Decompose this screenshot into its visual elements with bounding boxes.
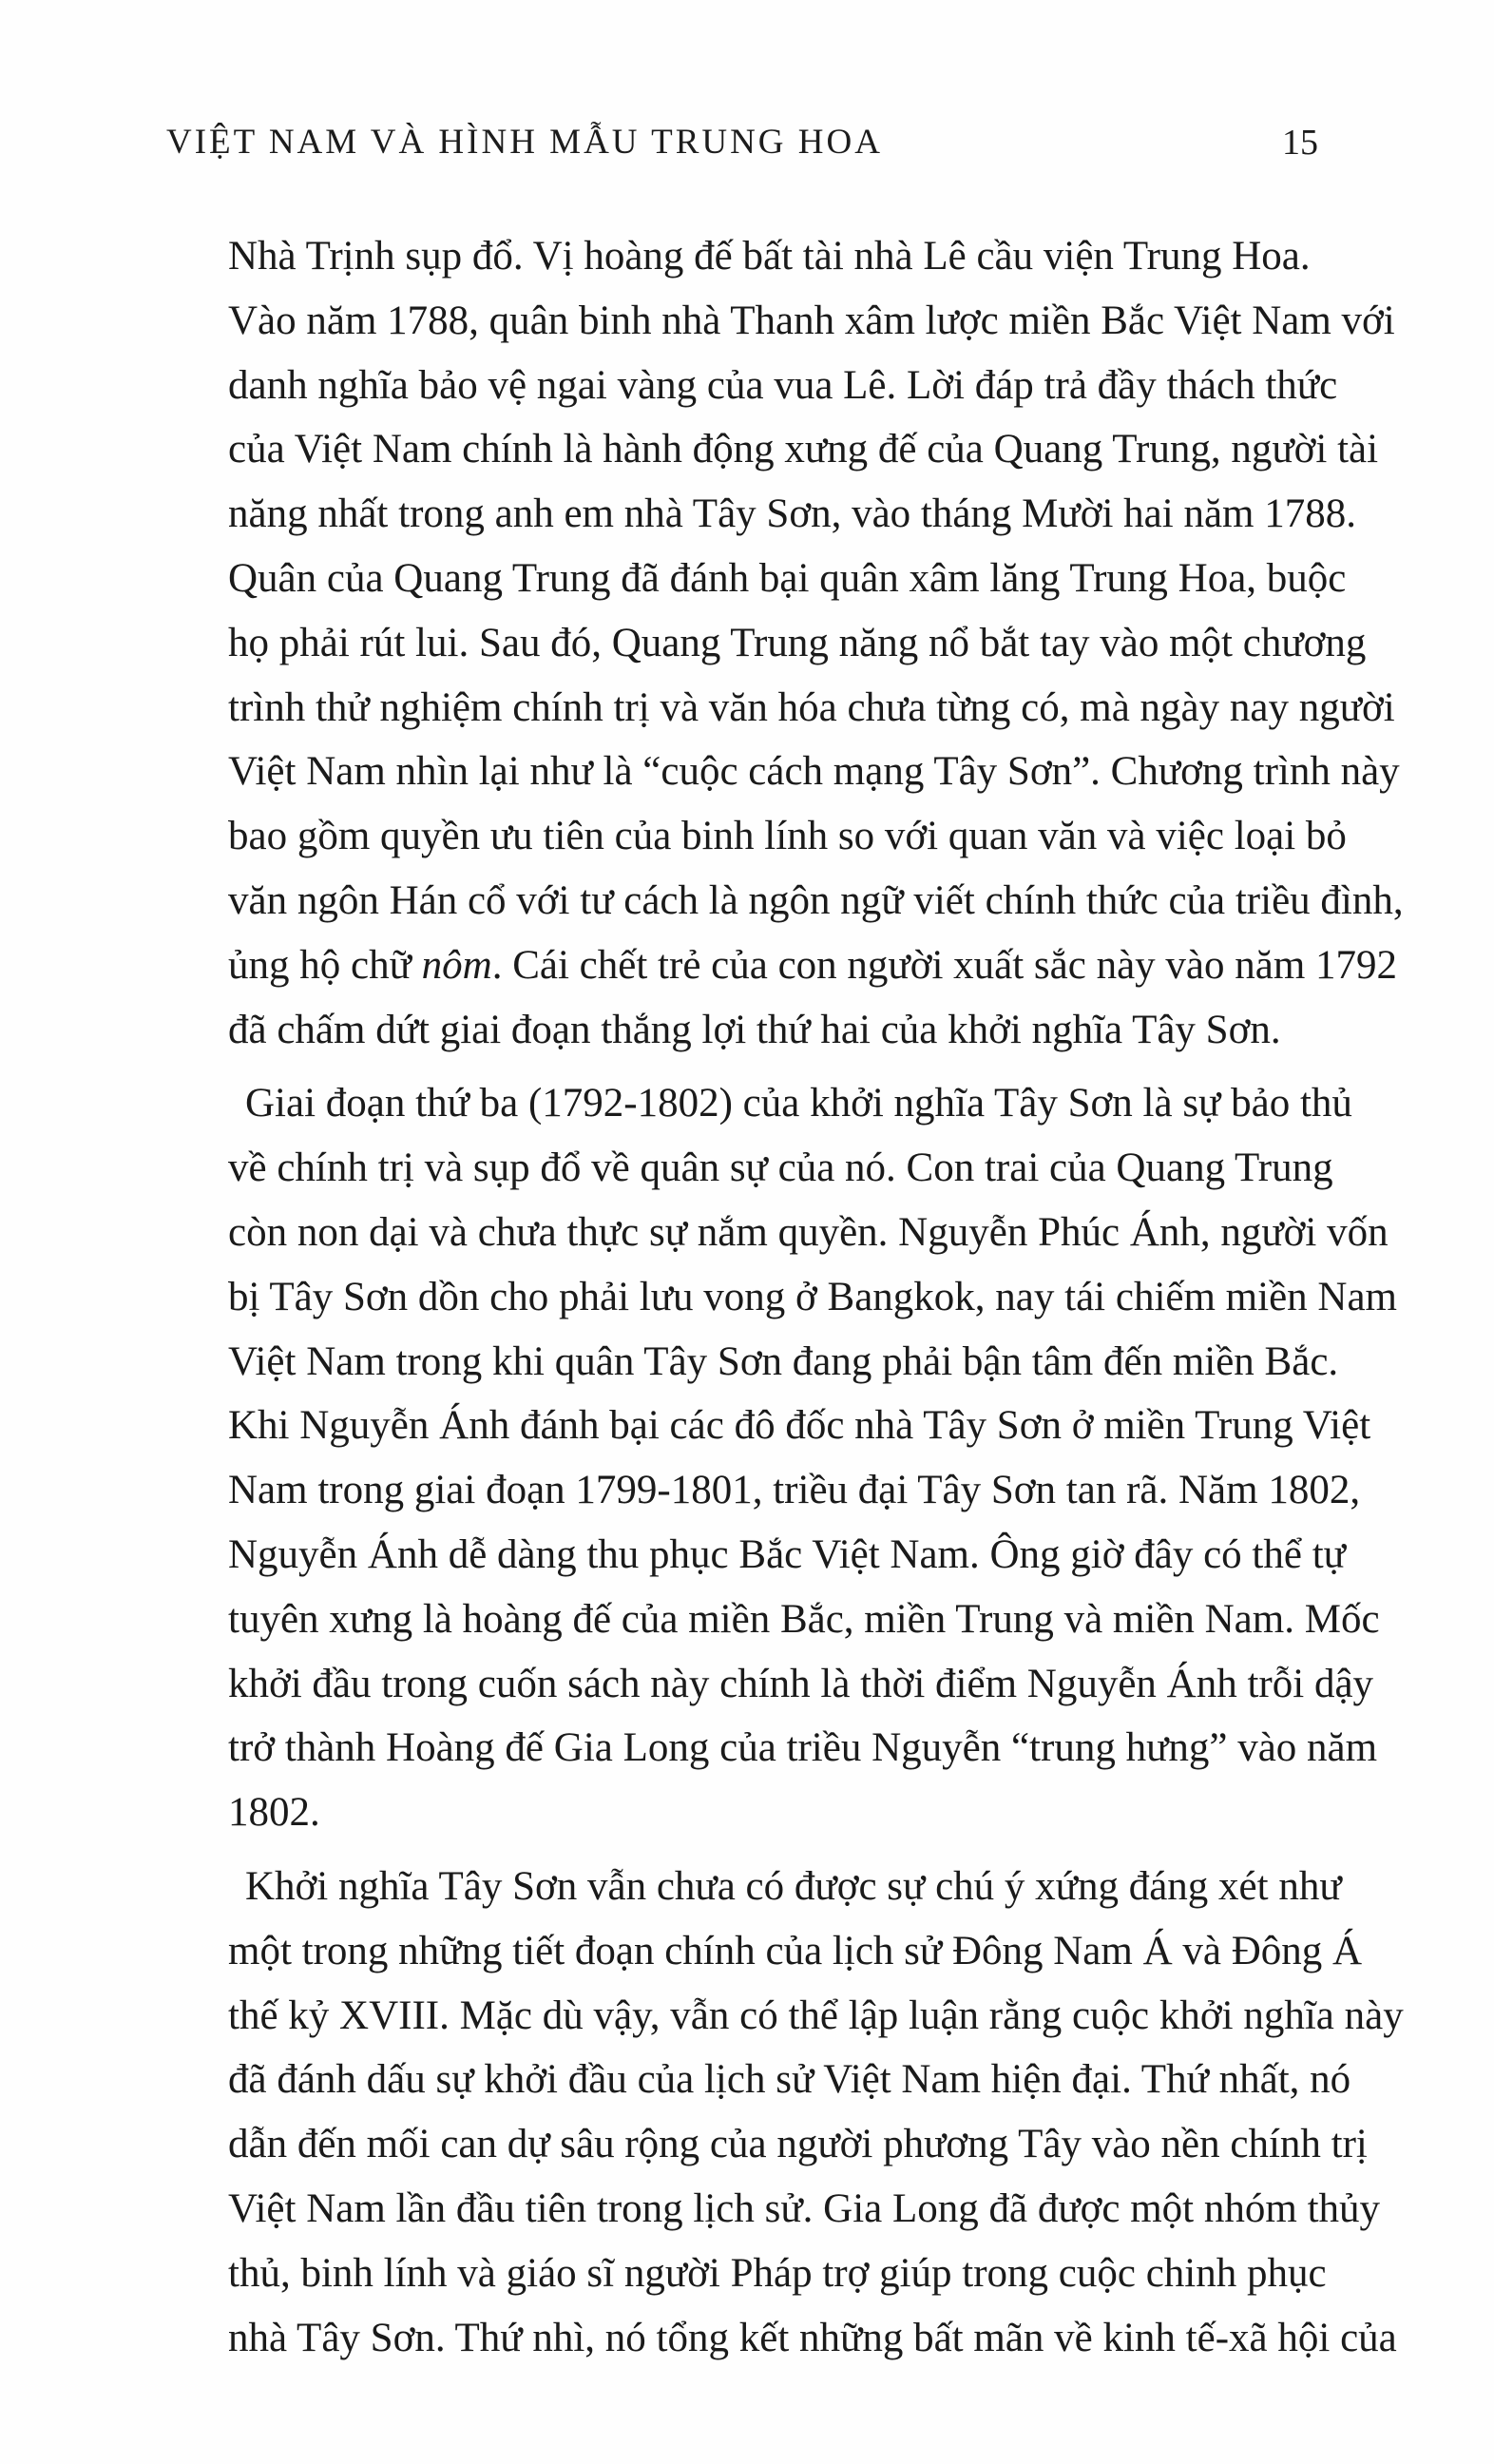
- text-line: đã đánh dấu sự khởi đầu của lịch sử Việt Nam hiện đại. Thứ nhất, nó: [228, 2057, 1351, 2103]
- text-line: Khởi nghĩa Tây Sơn vẫn chưa có được sự chú ý xứng đáng xét như: [245, 1863, 1342, 1909]
- text-line: đã chấm dứt giai đoạn thắng lợi thứ hai của khởi nghĩa Tây Sơn.: [228, 1007, 1281, 1052]
- text-line: Giai đoạn thứ ba (1792-1802) của khởi nghĩa Tây Sơn là sự bảo thủ: [245, 1081, 1352, 1126]
- text-line: tuyên xưng là hoàng đế của miền Bắc, miền Trung và miền Nam. Mốc: [228, 1596, 1380, 1642]
- text-segment: . Cái chết trẻ của con người xuất sắc này vào năm 1792: [491, 942, 1398, 988]
- text-line: bị Tây Sơn dồn cho phải lưu vong ở Bangkok, nay tái chiếm miền Nam: [228, 1274, 1397, 1319]
- text-line: còn non dại và chưa thực sự nắm quyền. Nguyễn Phúc Ánh, người vốn: [228, 1209, 1389, 1255]
- text-line: trình thử nghiệm chính trị và văn hóa chưa từng có, mà ngày nay người: [228, 684, 1395, 730]
- text-line: Vào năm 1788, quân binh nhà Thanh xâm lược miền Bắc Việt Nam với: [228, 298, 1395, 343]
- italic-term: nôm: [421, 942, 492, 988]
- text-line: trở thành Hoàng đế Gia Long của triều Nguyễn “trung hưng” vào năm: [228, 1725, 1378, 1771]
- text-line: Nhà Trịnh sụp đổ. Vị hoàng đế bất tài nhà Lê cầu viện Trung Hoa.: [228, 234, 1311, 279]
- text-line: Nam trong giai đoạn 1799-1801, triều đại Tây Sơn tan rã. Năm 1802,: [228, 1468, 1361, 1513]
- text-line: nhà Tây Sơn. Thứ nhì, nó tổng kết những bất mãn về kinh tế-xã hội của: [228, 2315, 1397, 2360]
- text-line: Việt Nam nhìn lại như là “cuộc cách mạng Tây Sơn”. Chương trình này: [228, 749, 1400, 795]
- page-number: 15: [1282, 123, 1318, 163]
- text-line: thủ, binh lính và giáo sĩ người Pháp trợ giúp trong cuộc chinh phục: [228, 2250, 1327, 2296]
- text-line: danh nghĩa bảo vệ ngai vàng của vua Lê. Lời đáp trả đầy thách thức: [228, 362, 1338, 408]
- text-line-with-italic: [228, 934, 1398, 998]
- text-line: văn ngôn Hán cổ với tư cách là ngôn ngữ viết chính thức của triều đình,: [228, 877, 1404, 923]
- text-line: về chính trị và sụp đổ về quân sự của nó. Con trai của Quang Trung: [228, 1145, 1333, 1191]
- text-line: 1802.: [228, 1790, 320, 1836]
- text-line: họ phải rút lui. Sau đó, Quang Trung năng nổ bắt tay vào một chương: [228, 620, 1367, 665]
- text-line: thế kỷ XVIII. Mặc dù vậy, vẫn có thể lập luận rằng cuộc khởi nghĩa này: [228, 1992, 1404, 2038]
- text-line: của Việt Nam chính là hành động xưng đế của Quang Trung, người tài: [228, 427, 1379, 472]
- text-line: Việt Nam trong khi quân Tây Sơn đang phải bận tâm đến miền Bắc.: [228, 1338, 1339, 1384]
- paragraph-2: [228, 1071, 1397, 1845]
- body-text: [228, 224, 1404, 2370]
- text-line: bao gồm quyền ưu tiên của binh lính so với quan văn và việc loại bỏ: [228, 814, 1347, 859]
- text-line: Nguyễn Ánh dễ dàng thu phục Bắc Việt Nam. Ông giờ đây có thể tự: [228, 1531, 1346, 1577]
- paragraph-1: [228, 224, 1404, 1062]
- text-line: một trong những tiết đoạn chính của lịch sử Đông Nam Á và Đông Á: [228, 1928, 1363, 1973]
- text-line: năng nhất trong anh em nhà Tây Sơn, vào tháng Mười hai năm 1788.: [228, 491, 1356, 537]
- paragraph-3: [228, 1855, 1404, 2370]
- text-line: Khi Nguyễn Ánh đánh bại các đô đốc nhà Tây Sơn ở miền Trung Việt: [228, 1403, 1371, 1449]
- text-line: Quân của Quang Trung đã đánh bại quân xâm lăng Trung Hoa, buộc: [228, 555, 1347, 601]
- text-segment: ủng hộ chữ: [228, 942, 422, 988]
- text-line: khởi đầu trong cuốn sách này chính là thời điểm Nguyễn Ánh trỗi dậy: [228, 1661, 1374, 1706]
- text-line: dẫn đến mối can dự sâu rộng của người phương Tây vào nền chính trị: [228, 2122, 1368, 2167]
- text-line: Việt Nam lần đầu tiên trong lịch sử. Gia Long đã được một nhóm thủy: [228, 2185, 1381, 2231]
- running-head-title: VIỆT NAM VÀ HÌNH MẪU TRUNG HOA: [166, 123, 883, 162]
